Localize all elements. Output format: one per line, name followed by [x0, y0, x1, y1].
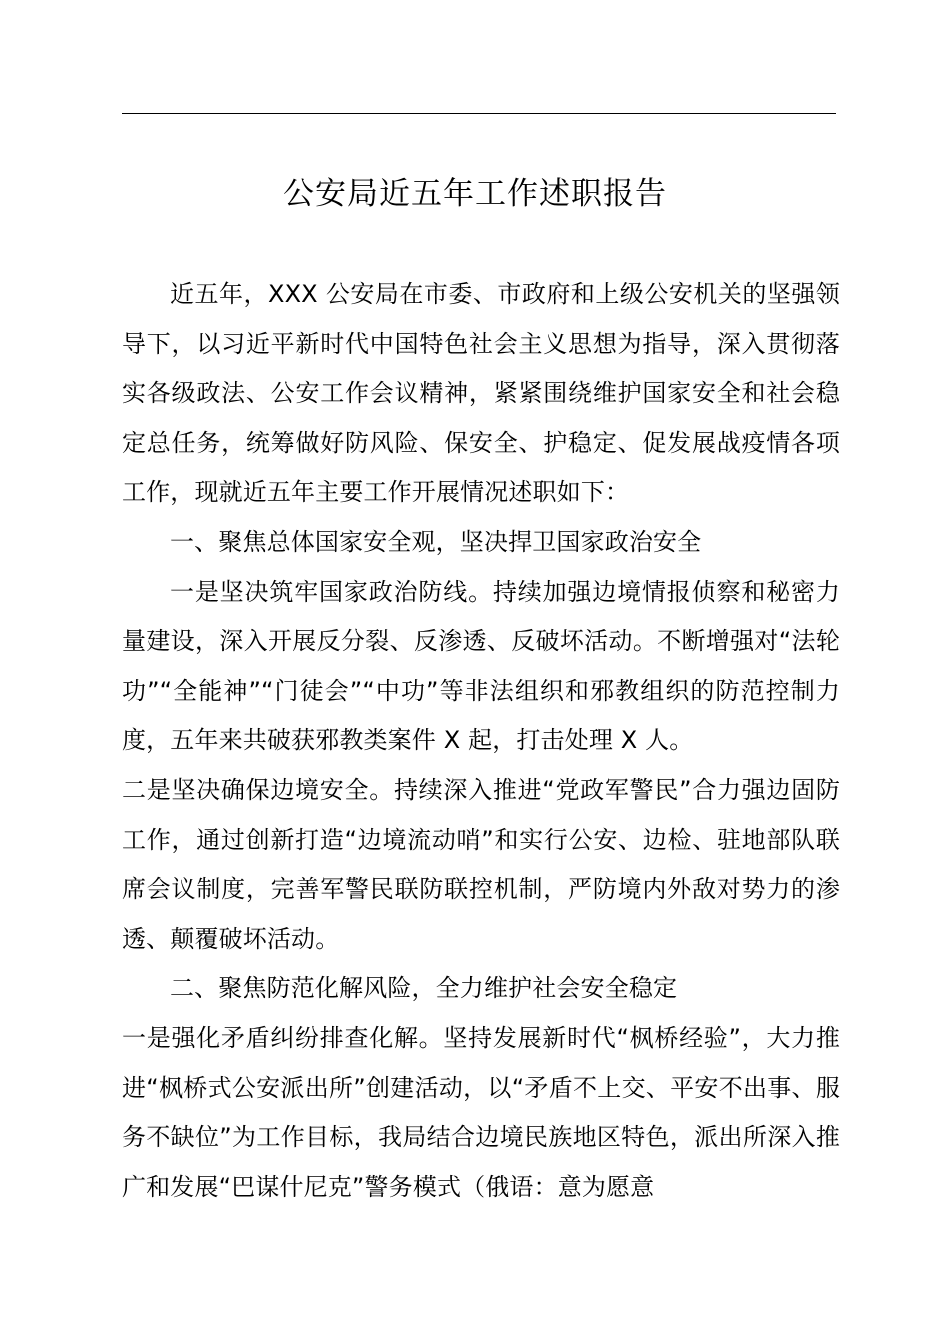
document-title: 公安局近五年工作述职报告 — [283, 176, 667, 212]
paragraph-intro: 近五年，XXX 公安局在市委、市政府和上级公安机关的坚强领导下，以习近平新时代中国特色社会主义思想为指导，深入贯彻落实各级政法、公安工作会议精神，紧紧围绕维护国家安全和社会稳定总任务，统筹做好防风险、保安全、护稳定、促发展战疫情各项工作，现就近五年主要工作开展情况述职如下： — [122, 280, 840, 507]
paragraph-dispute-resolution: 一是强化矛盾纠纷排查化解。坚持发展新时代“枫桥经验”，大力推进“枫桥式公安派出所”创建活动，以“矛盾不上交、平安不出事、服务不缺位”为工作目标，我局结合边境民族地区特色，派出所深入推广和发展“巴谋什尼克”警务模式（俄语：意为愿意 — [122, 1023, 840, 1201]
document-body — [122, 270, 840, 1212]
section-heading-1: 一、聚焦总体国家安全观，坚决捍卫国家政治安全 — [170, 527, 702, 556]
section-heading-2: 二、聚焦防范化解风险，全力维护社会安全稳定 — [170, 974, 678, 1003]
header-rule — [122, 113, 836, 114]
paragraph-political-defense: 一是坚决筑牢国家政治防线。持续加强边境情报侦察和秘密力量建设，深入开展反分裂、反渗透、反破坏活动。不断增强对“法轮功”“全能神”“门徒会”“中功”等非法组织和邪教组织的防范控制力度，五年来共破获邪教类案件 X 起，打击处理 X 人。 — [122, 577, 840, 755]
paragraph-border-security: 二是坚决确保边境安全。持续深入推进“党政军警民”合力强边固防工作，通过创新打造“边境流动哨”和实行公安、边检、驻地部队联席会议制度，完善军警民联防联控机制，严防境内外敌对势力的渗透、颠覆破坏活动。 — [122, 775, 840, 953]
